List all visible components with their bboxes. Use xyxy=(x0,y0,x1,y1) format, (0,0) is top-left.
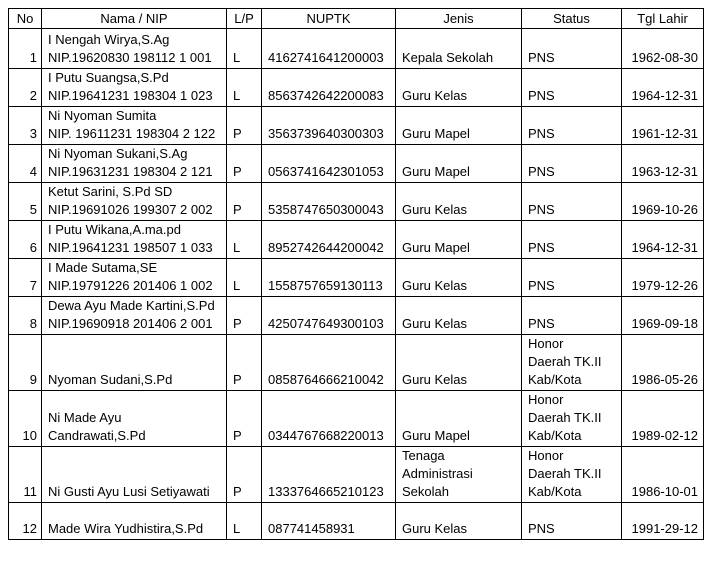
cell-tgl: 1964-12-31 xyxy=(622,69,704,107)
cell-lp: P xyxy=(227,107,262,145)
cell-tgl: 1962-08-30 xyxy=(622,29,704,69)
header-no: No xyxy=(9,9,42,29)
cell-no: 1 xyxy=(9,29,42,69)
header-lp: L/P xyxy=(227,9,262,29)
cell-no: 3 xyxy=(9,107,42,145)
table-row xyxy=(9,107,704,145)
cell-status: PNS xyxy=(522,221,622,259)
cell-tgl: 1979-12-26 xyxy=(622,259,704,297)
table-row xyxy=(9,183,704,221)
cell-tgl: 1964-12-31 xyxy=(622,221,704,259)
cell-nama: Made Wira Yudhistira,S.Pd xyxy=(42,503,227,540)
cell-no: 4 xyxy=(9,145,42,183)
cell-nuptk: 3563739640300303 xyxy=(262,107,396,145)
table-row xyxy=(9,447,704,503)
cell-jenis: Guru Kelas xyxy=(396,297,522,335)
cell-status: Honor Daerah TK.II Kab/Kota xyxy=(522,447,622,503)
cell-nama: I Made Sutama,SE NIP.19791226 201406 1 002 xyxy=(42,259,227,297)
cell-nama: Ni Gusti Ayu Lusi Setiyawati xyxy=(42,447,227,503)
cell-nuptk: 8563742642200083 xyxy=(262,69,396,107)
table-row xyxy=(9,503,704,540)
table-row xyxy=(9,297,704,335)
cell-no: 12 xyxy=(9,503,42,540)
cell-jenis: Guru Kelas xyxy=(396,183,522,221)
cell-tgl: 1961-12-31 xyxy=(622,107,704,145)
cell-nama: Nyoman Sudani,S.Pd xyxy=(42,335,227,391)
cell-no: 8 xyxy=(9,297,42,335)
cell-tgl: 1986-10-01 xyxy=(622,447,704,503)
cell-jenis: Guru Mapel xyxy=(396,391,522,447)
cell-nuptk: 8952742644200042 xyxy=(262,221,396,259)
cell-no: 5 xyxy=(9,183,42,221)
cell-no: 11 xyxy=(9,447,42,503)
header-jenis: Jenis xyxy=(396,9,522,29)
cell-nuptk: 0344767668220013 xyxy=(262,391,396,447)
cell-tgl: 1986-05-26 xyxy=(622,335,704,391)
cell-status: PNS xyxy=(522,29,622,69)
cell-nuptk: 0563741642301053 xyxy=(262,145,396,183)
cell-nuptk: 5358747650300043 xyxy=(262,183,396,221)
cell-lp: L xyxy=(227,69,262,107)
cell-no: 9 xyxy=(9,335,42,391)
cell-tgl: 1963-12-31 xyxy=(622,145,704,183)
header-nama: Nama / NIP xyxy=(42,9,227,29)
cell-tgl: 1989-02-12 xyxy=(622,391,704,447)
cell-nuptk: 4162741641200003 xyxy=(262,29,396,69)
cell-status: PNS xyxy=(522,69,622,107)
cell-nama: I Putu Suangsa,S.Pd NIP.19641231 198304 1 023 xyxy=(42,69,227,107)
cell-jenis: Guru Mapel xyxy=(396,145,522,183)
cell-nama: Ni Nyoman Sukani,S.Ag NIP.19631231 198304 2 121 xyxy=(42,145,227,183)
cell-no: 2 xyxy=(9,69,42,107)
cell-lp: L xyxy=(227,29,262,69)
cell-lp: P xyxy=(227,335,262,391)
cell-lp: P xyxy=(227,183,262,221)
cell-status: PNS xyxy=(522,503,622,540)
cell-tgl: 1991-29-12 xyxy=(622,503,704,540)
cell-nama: Ni Made Ayu Candrawati,S.Pd xyxy=(42,391,227,447)
cell-jenis: Guru Kelas xyxy=(396,503,522,540)
cell-status: PNS xyxy=(522,183,622,221)
cell-status: PNS xyxy=(522,259,622,297)
cell-lp: L xyxy=(227,503,262,540)
cell-lp: P xyxy=(227,447,262,503)
cell-lp: L xyxy=(227,221,262,259)
cell-nama: I Putu Wikana,A.ma.pd NIP.19641231 198507 1 033 xyxy=(42,221,227,259)
cell-no: 6 xyxy=(9,221,42,259)
cell-status: Honor Daerah TK.II Kab/Kota xyxy=(522,391,622,447)
header-row xyxy=(9,9,704,29)
cell-lp: P xyxy=(227,391,262,447)
table-row xyxy=(9,259,704,297)
teacher-table xyxy=(8,8,704,540)
cell-nuptk: 4250747649300103 xyxy=(262,297,396,335)
cell-status: Honor Daerah TK.II Kab/Kota xyxy=(522,335,622,391)
cell-status: PNS xyxy=(522,145,622,183)
table-row xyxy=(9,391,704,447)
cell-no: 10 xyxy=(9,391,42,447)
cell-jenis: Kepala Sekolah xyxy=(396,29,522,69)
cell-lp: P xyxy=(227,145,262,183)
table-row xyxy=(9,221,704,259)
table-row xyxy=(9,145,704,183)
header-tgl: Tgl Lahir xyxy=(622,9,704,29)
table-row xyxy=(9,69,704,107)
cell-nuptk: 087741458931 xyxy=(262,503,396,540)
cell-jenis: Guru Mapel xyxy=(396,107,522,145)
cell-nuptk: 1333764665210123 xyxy=(262,447,396,503)
cell-lp: P xyxy=(227,297,262,335)
table-row xyxy=(9,29,704,69)
cell-jenis: Guru Mapel xyxy=(396,221,522,259)
cell-tgl: 1969-10-26 xyxy=(622,183,704,221)
cell-tgl: 1969-09-18 xyxy=(622,297,704,335)
cell-nama: Ketut Sarini, S.Pd SD NIP.19691026 199307 2 002 xyxy=(42,183,227,221)
cell-jenis: Guru Kelas xyxy=(396,69,522,107)
cell-nuptk: 0858764666210042 xyxy=(262,335,396,391)
cell-jenis: Guru Kelas xyxy=(396,259,522,297)
table-container xyxy=(8,8,704,540)
cell-nama: Ni Nyoman Sumita NIP. 19611231 198304 2 122 xyxy=(42,107,227,145)
cell-lp: L xyxy=(227,259,262,297)
cell-nama: I Nengah Wirya,S.Ag NIP.19620830 198112 1 001 xyxy=(42,29,227,69)
cell-jenis: Guru Kelas xyxy=(396,335,522,391)
header-nuptk: NUPTK xyxy=(262,9,396,29)
cell-status: PNS xyxy=(522,107,622,145)
cell-status: PNS xyxy=(522,297,622,335)
cell-nuptk: 1558757659130113 xyxy=(262,259,396,297)
header-status: Status xyxy=(522,9,622,29)
cell-nama: Dewa Ayu Made Kartini,S.Pd NIP.19690918 201406 2 001 xyxy=(42,297,227,335)
cell-jenis: Tenaga Administrasi Sekolah xyxy=(396,447,522,503)
cell-no: 7 xyxy=(9,259,42,297)
table-row xyxy=(9,335,704,391)
